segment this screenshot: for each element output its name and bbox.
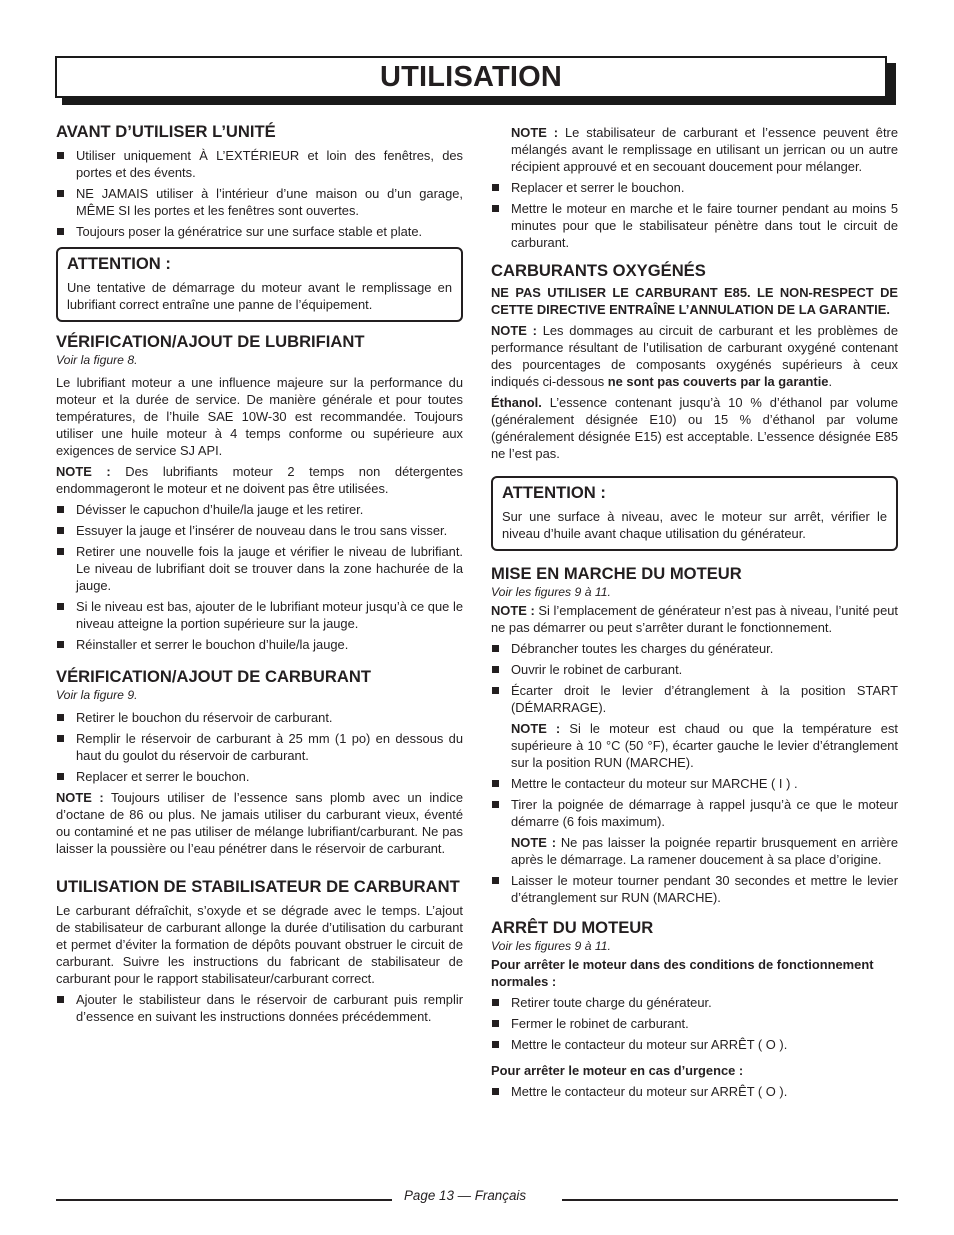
attention-box [56,247,463,322]
note [491,124,898,175]
section-title-oxygenes: CARBURANTS OXYGÉNÉS [491,261,706,280]
note [491,602,898,636]
figure-ref: Voir les figures 9 à 11. [491,585,611,599]
bullet-list-stabilisateur [56,991,463,1025]
bullet-list-marche-2 [491,775,898,830]
list-item: Replacer et serrer le bouchon. [56,768,463,785]
list-item: NE JAMAIS utiliser à l’intérieur d’une maison ou d’un garage, MÊME SI les portes et les fenêtres sont ouvertes. [56,185,463,219]
list-item: Ajouter le stabilisteur dans le réservoir de carburant puis remplir d’essence en suivant les instructions données précédemment. [56,991,463,1025]
ethanol-text: L’essence contenant jusqu’à 10 % d’éthanol par volume (généralement désignée E10) ou 15 % d’éthanol par volume (généralement désignée E15) est acceptable. L’essence désignée E85 ne l’est pas. [491,395,898,461]
page-footer: Page 13 — Français [404,1188,527,1203]
bullet-list-arret-2 [491,1083,898,1100]
list-item: Réinstaller et serrer le bouchon d’huile/la jauge. [56,636,463,653]
bullet-list-marche [491,640,898,716]
subheading-text: Pour arrêter le moteur dans des conditions de fonctionnement normales : [491,957,874,989]
list-item: Écarter droit le levier d’étranglement à la position START (DÉMARRAGE). [491,682,898,716]
note [56,463,463,497]
list-item: Si le niveau est bas, ajouter de le lubrifiant moteur jusqu’à ce que le niveau atteigne la portion supérieure sur la jauge. [56,598,463,632]
list-item: Retirer une nouvelle fois la jauge et vérifier le niveau de lubrifiant. Le niveau de lubrifiant doit se trouver dans la zone hachurée de la jauge. [56,543,463,594]
note-label: NOTE : [511,835,556,850]
note-text: Si l’emplacement de générateur n’est pas à niveau, l’unité peut ne pas démarrer ou peut s’arrêter durant le fonctionnement. [491,603,898,635]
right-column [491,124,898,1104]
list-item: Essuyer la jauge et l’insérer de nouveau dans le trou sans visser. [56,522,463,539]
list-item: Toujours poser la génératrice sur une surface stable et plate. [56,223,463,240]
footer-rule-right [562,1199,898,1201]
note-text: Si le moteur est chaud ou que la température est supérieure à 10 °C (50 °F), écarter gauche le levier d’étranglement sur la position RUN (MARCHE). [511,721,898,770]
note-text: Les dommages au circuit de carburant et les problèmes de performance résultant de l’utilisation de carburant oxygéné contenant des pourcentages de composants oxygénés supérieurs à ceux indiqués ci-dessous [491,323,898,389]
note-label: NOTE : [56,790,104,805]
note-label: NOTE : [56,464,111,479]
page-banner [55,56,887,98]
list-item: Utiliser uniquement À L’EXTÉRIEUR et loin des fenêtres, des portes et des évents. [56,147,463,181]
subheading [491,956,898,990]
list-item: Mettre le contacteur du moteur sur ARRÊT ( O ). [491,1083,898,1100]
list-item: Laisser le moteur tourner pendant 30 secondes et mettre le levier d’étranglement sur RUN (MARCHE). [491,872,898,906]
figure-ref: Voir la figure 8. [56,353,138,367]
figure-ref: Voir les figures 9 à 11. [491,939,611,953]
subheading [491,1062,898,1079]
section-title-arret: ARRÊT DU MOTEUR [491,918,654,937]
note-text: Des lubrifiants moteur 2 temps non détergentes endommageront le moteur et ne doivent pas être utilisées. [56,464,463,496]
section-title-carburant: VÉRIFICATION/AJOUT DE CARBURANT [56,667,371,686]
note-bold: ne sont pas couverts par la garantie [607,374,829,389]
attention-title: ATTENTION : [502,483,606,502]
list-item: Fermer le robinet de carburant. [491,1015,898,1032]
list-item: Replacer et serrer le bouchon. [491,179,898,196]
note [56,789,463,857]
bullet-list-avant [56,147,463,240]
page-title: UTILISATION [379,60,563,93]
note-text: Toujours utiliser de l’essence sans plomb avec un indice d’octane de 86 ou plus. Ne jamais utiliser du carburant vieux, éventé ou contaminé et ne pas utiliser de mélange lubrifiant/carburant. Ne pas laisser la poussière ou l’eau pénétrer dans le réservoir de carburant. [56,790,463,856]
attention-title: ATTENTION : [67,254,171,273]
bullet-list-lubrifiant [56,501,463,653]
list-item: Mettre le moteur en marche et le faire tourner pendant au moins 5 minutes pour que le stabilisateur pénètre dans tout le circuit de carburant. [491,200,898,251]
section-title-avant: AVANT D’UTILISER L’UNITÉ [56,122,276,141]
attention-text: Sur une surface à niveau, avec le moteur sur arrêt, vérifier le niveau d’huile avant chaque utilisation du générateur. [502,509,887,541]
figure-ref: Voir la figure 9. [56,688,138,702]
note [491,720,898,771]
note-label: NOTE : [511,125,559,140]
list-item: Retirer toute charge du générateur. [491,994,898,1011]
note-end: . [828,374,833,389]
list-item: Mettre le contacteur du moteur sur ARRÊT ( O ). [491,1036,898,1053]
list-item: Ouvrir le robinet de carburant. [491,661,898,678]
left-column [56,122,463,1029]
list-item: Dévisser le capuchon d’huile/la jauge et les retirer. [56,501,463,518]
note [491,322,898,390]
note-text: Ne pas laisser la poignée repartir brusquement en arrière après le démarrage. La ramener doucement à sa place d’origine. [511,835,898,867]
ethanol-label: Éthanol. [491,395,542,410]
bullet-list-marche-3 [491,872,898,906]
list-item: Remplir le réservoir de carburant à 25 mm (1 po) en dessous du haut du goulot du réservoir de carburant. [56,730,463,764]
list-item: Retirer le bouchon du réservoir de carburant. [56,709,463,726]
list-item: Tirer la poignée de démarrage à rappel jusqu’à ce que le moteur démarre (6 fois maximum). [491,796,898,830]
attention-box [491,476,898,551]
subheading-text: Pour arrêter le moteur en cas d’urgence : [491,1063,744,1078]
bullet-list-arret [491,994,898,1053]
note [491,834,898,868]
note-label: NOTE : [491,323,537,338]
footer-rule-left [56,1199,392,1201]
ethanol-paragraph [491,394,898,462]
list-item: Mettre le contacteur du moteur sur MARCHE ( I ) . [491,775,898,792]
bullet-list-carburant [56,709,463,785]
attention-text: Une tentative de démarrage du moteur avant le remplissage en lubrifiant correct entraîne une panne de l’équipement. [67,280,452,312]
section-title-marche: MISE EN MARCHE DU MOTEUR [491,564,742,583]
warning-bold: NE PAS UTILISER LE CARBURANT E85. LE NON-RESPECT DE CETTE DIRECTIVE ENTRAÎNE L’ANNULATION DE LA GARANTIE. [491,285,898,317]
section-title-stabilisateur: UTILISATION DE STABILISATEUR DE CARBURANT [56,877,460,896]
note-text: Le stabilisateur de carburant et l’essence peuvent être mélangés avant le remplissage en utilisant un jerrican ou un autre récipient approuvé et en secouant doucement pour mélanger. [511,125,898,174]
paragraph: Le carburant défraîchit, s’oxyde et se dégrade avec le temps. L’ajout de stabilisateur de carburant allonge la durée d’utilisation du carburant et permet d’éviter la formation de dépôts pouvant obstruer le circuit de carburant. Suivre les instructions du fabricant de stabilisateur de carburant pour le rapport stabilisateur/carburant correct. [56,903,463,986]
paragraph: Le lubrifiant moteur a une influence majeure sur la performance du moteur et la durée de service. De manière générale et pour toutes températures, de l’huile SAE 10W-30 est recommandée. Toujours utiliser une huile moteur à 4 temps conforme ou supérieure aux exigences de service SJ API. [56,375,463,458]
section-title-lubrifiant: VÉRIFICATION/AJOUT DE LUBRIFIANT [56,332,365,351]
note-label: NOTE : [511,721,561,736]
bullet-list-stabilisateur-2 [491,179,898,251]
warning-text [491,284,898,318]
list-item: Débrancher toutes les charges du générateur. [491,640,898,657]
note-label: NOTE : [491,603,535,618]
